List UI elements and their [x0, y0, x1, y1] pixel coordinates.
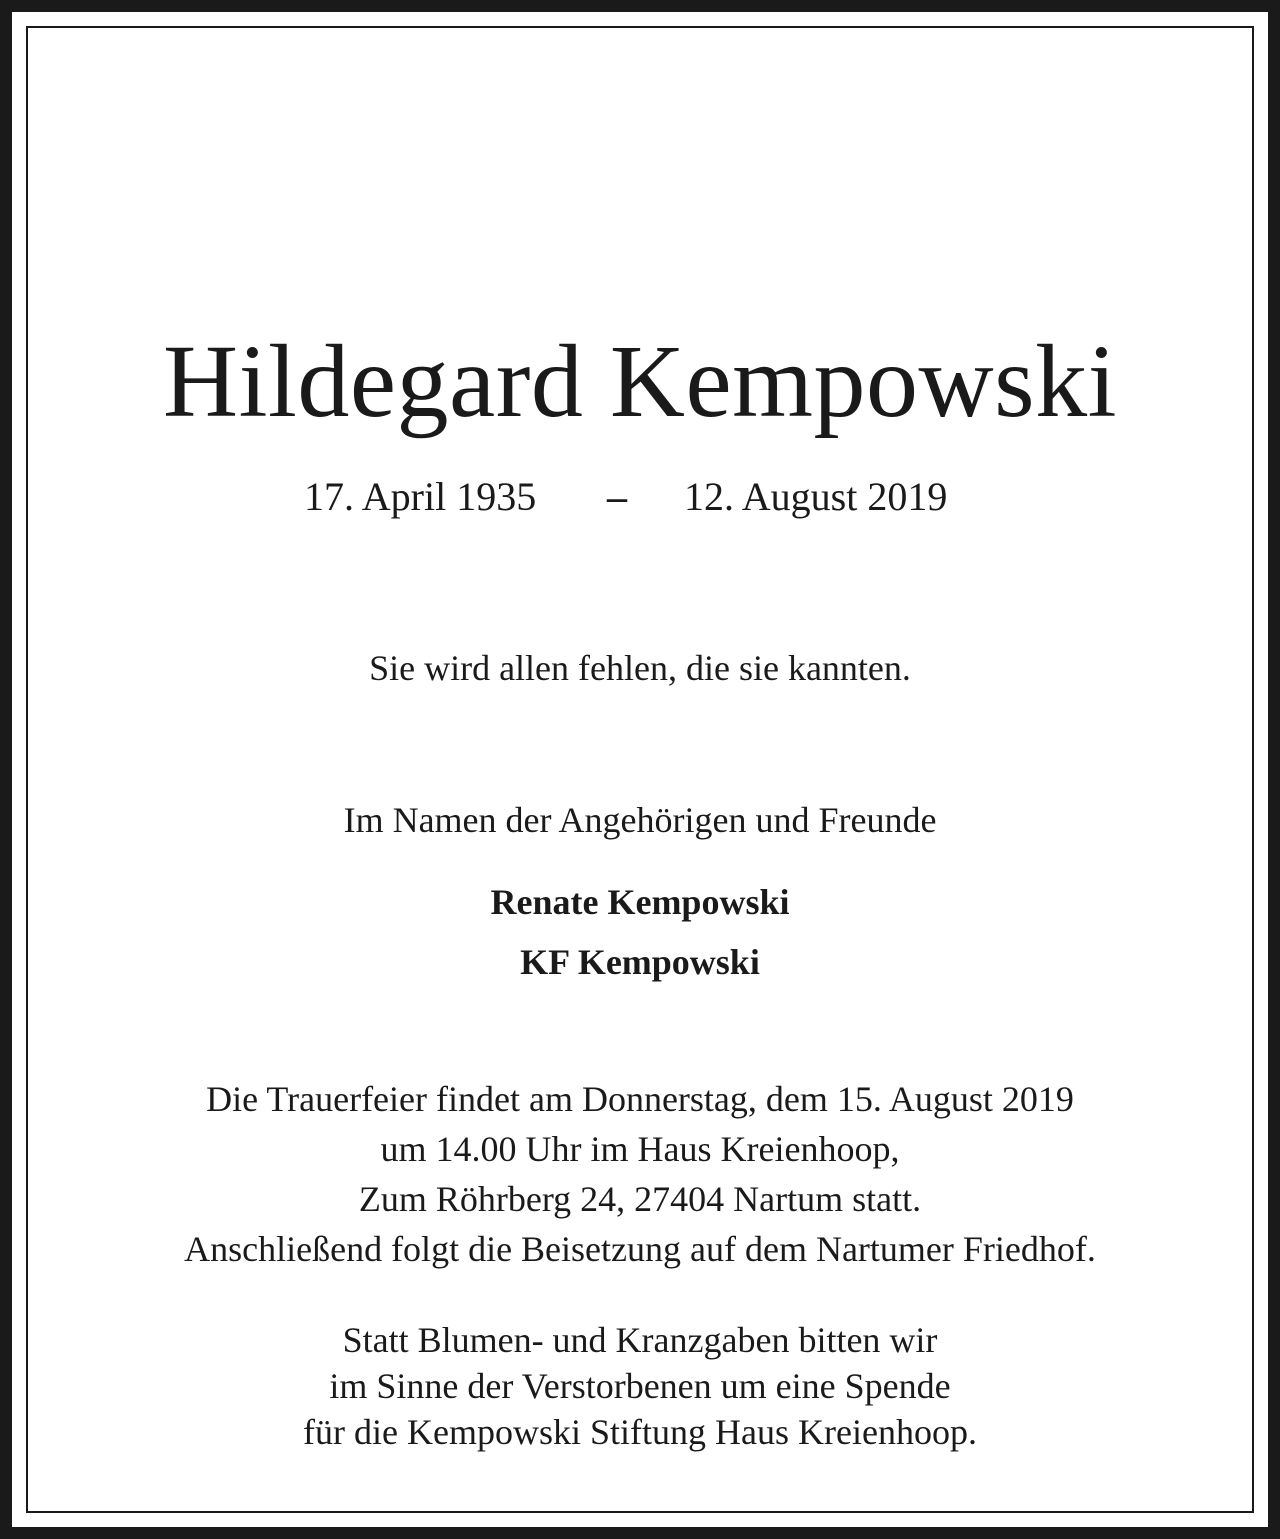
signer-name: Renate Kempowski: [490, 882, 790, 922]
donation-request: [12, 1317, 1268, 1455]
service-line: um 14.00 Uhr im Haus Kreienhoop,: [380, 1129, 900, 1169]
birth-date: 17. April 1935: [304, 474, 537, 519]
donation-line: für die Kempowski Stiftung Haus Kreienhoop.: [303, 1412, 977, 1452]
life-dates: [12, 474, 1268, 527]
family-intro: Im Namen der Angehörigen und Freunde: [343, 800, 937, 840]
inner-border: [26, 26, 1254, 1513]
service-line: Zum Röhrberg 24, 27404 Nartum statt.: [358, 1179, 922, 1219]
funeral-service-info: [12, 1074, 1268, 1274]
signer-name: KF Kempowski: [520, 942, 760, 982]
donation-line: im Sinne der Verstorbenen um eine Spende: [329, 1366, 951, 1406]
service-line: Anschließend folgt die Beisetzung auf dem Nartumer Friedhof.: [184, 1229, 1096, 1269]
memorial-quote: Sie wird allen fehlen, die sie kannten.: [369, 648, 911, 688]
service-line: Die Trauerfeier findet am Donnerstag, dem 15. August 2019: [206, 1079, 1074, 1119]
donation-line: Statt Blumen- und Kranzgaben bitten wir: [342, 1320, 938, 1360]
date-separator: –: [607, 474, 627, 519]
signers: [12, 872, 1268, 992]
deceased-name: Hildegard Kempowski: [163, 324, 1117, 439]
death-date: 12. August 2019: [684, 474, 948, 519]
